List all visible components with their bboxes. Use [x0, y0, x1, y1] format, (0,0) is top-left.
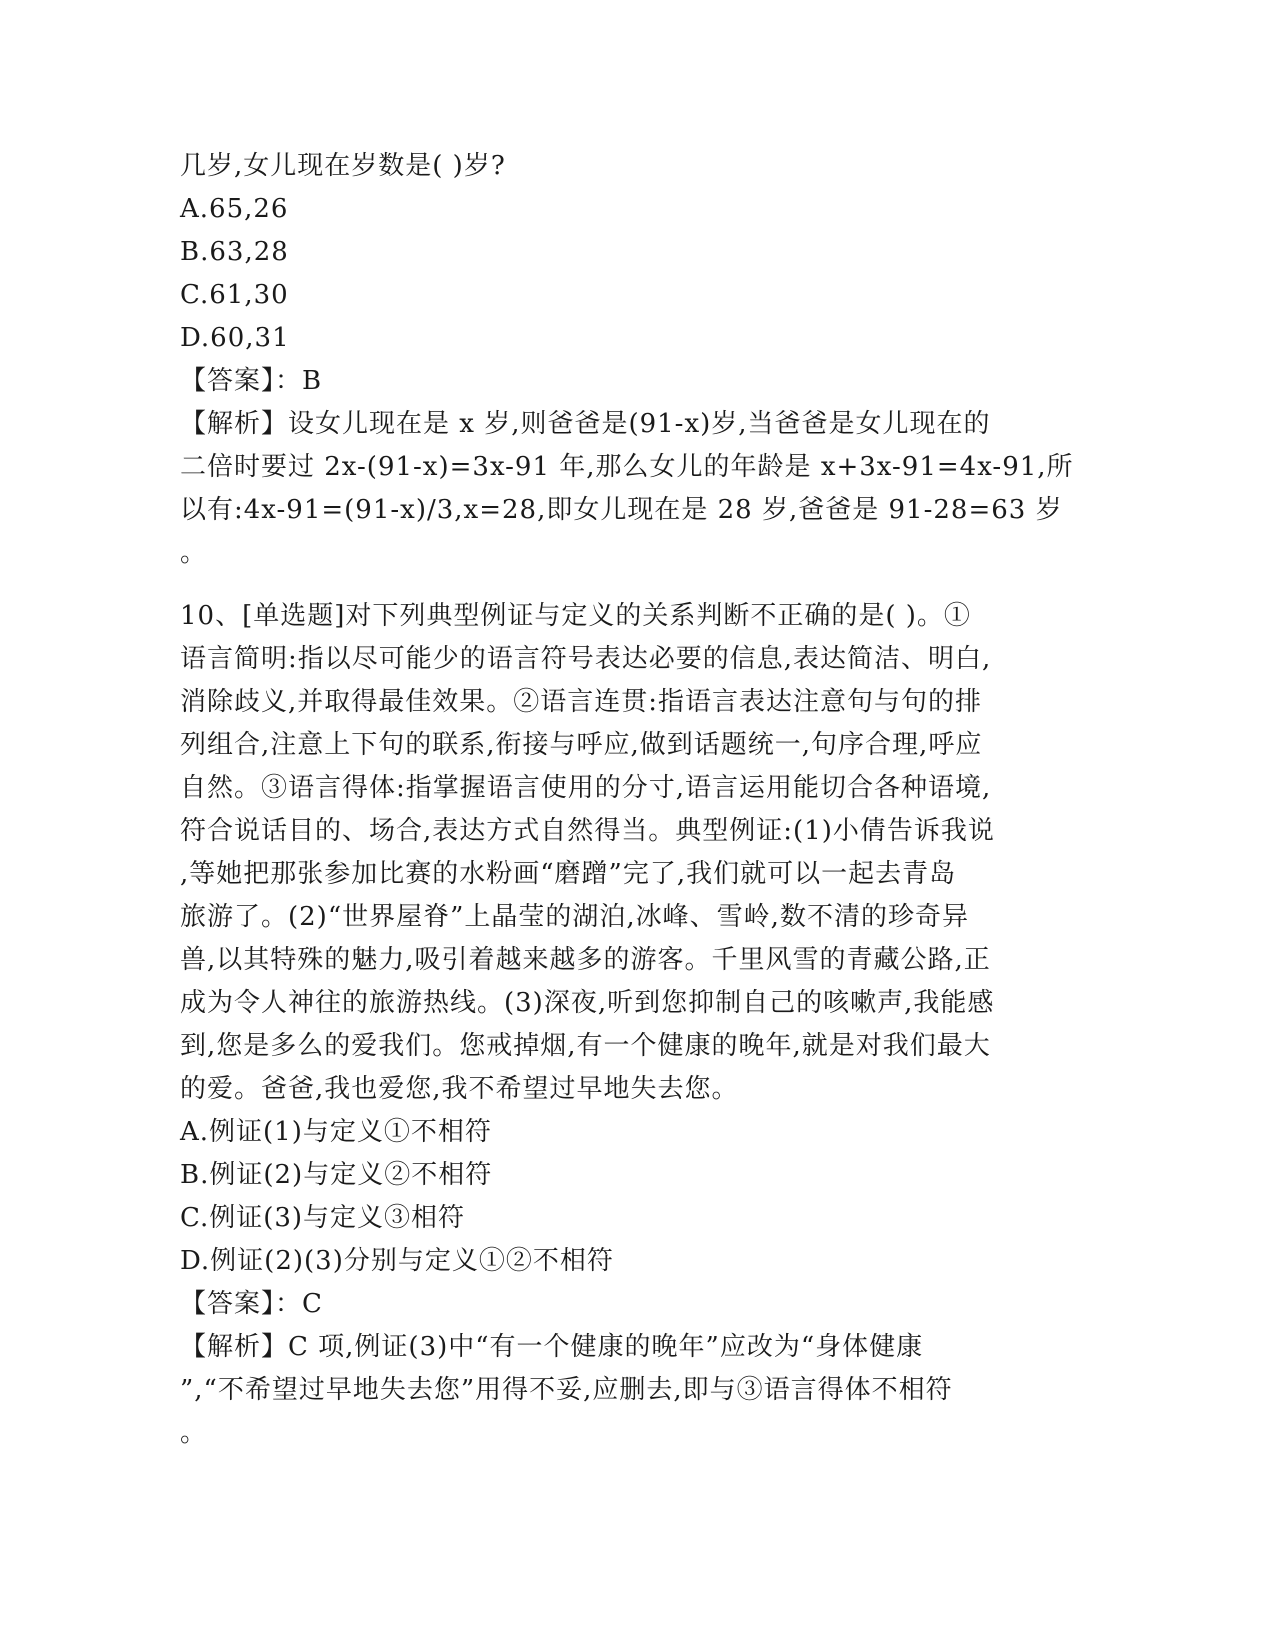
question-10-stem-line: 消除歧义,并取得最佳效果。②语言连贯:指语言表达注意句与句的排: [180, 687, 983, 717]
question-10-stem-line: 旅游了。(2)“世界屋脊”上晶莹的湖泊,冰峰、雪岭,数不清的珍奇异: [180, 902, 969, 932]
question-10-stem-line: 语言简明:指以尽可能少的语言符号表达必要的信息,表达简洁、明白,: [180, 644, 992, 674]
question-9-analysis-line: 【解析】设女儿现在是 x 岁,则爸爸是(91-x)岁,当爸爸是女儿现在的: [180, 409, 991, 439]
question-10-stem-line: 列组合,注意上下句的联系,衔接与呼应,做到话题统一,句序合理,呼应: [180, 730, 983, 760]
question-10-stem-line: 自然。③语言得体:指掌握语言使用的分寸,语言运用能切合各种语境,: [180, 773, 992, 803]
question-10-option-c: C.例证(3)与定义③相符: [180, 1203, 466, 1233]
question-9-analysis-line: 二倍时要过 2x-(91-x)=3x-91 年,那么女儿的年龄是 x+3x-91=4x-91,所: [180, 452, 1074, 482]
question-9-analysis-line: 。: [180, 538, 208, 568]
section-gap: [180, 575, 1085, 595]
question-10-stem-line: 兽,以其特殊的魅力,吸引着越来越多的游客。千里风雪的青藏公路,正: [180, 945, 991, 975]
question-10-analysis-line: 。: [180, 1418, 208, 1448]
question-10-stem-line: 成为令人神往的旅游热线。(3)深夜,听到您抑制自己的咳嗽声,我能感: [180, 988, 995, 1018]
question-9-option-d: D.60,31: [180, 323, 290, 353]
document-page: [180, 145, 1085, 1455]
question-10-option-d: D.例证(2)(3)分别与定义①②不相符: [180, 1246, 614, 1276]
question-9-answer: 【答案】：B: [180, 366, 323, 396]
question-9-option-a: A.65,26: [180, 194, 289, 224]
question-9-option-b: B.63,28: [180, 237, 289, 267]
question-10-stem-line: 到,您是多么的爱我们。您戒掉烟,有一个健康的晚年,就是对我们最大: [180, 1031, 991, 1061]
question-10-stem-line: 的爱。爸爸,我也爱您,我不希望过早地失去您。: [180, 1074, 739, 1104]
question-9-analysis-line: 以有:4x-91=(91-x)/3,x=28,即女儿现在是 28 岁,爸爸是 91-28=63 岁: [180, 495, 1063, 525]
question-10-analysis-line: 【解析】C 项,例证(3)中“有一个健康的晚年”应改为“身体健康: [180, 1332, 924, 1362]
question-10-analysis-line: ”,“不希望过早地失去您”用得不妥,应删去,即与③语言得体不相符: [180, 1375, 953, 1405]
question-10-answer: 【答案】：C: [180, 1289, 323, 1319]
question-10-stem-line: 10、[单选题]对下列典型例证与定义的关系判断不正确的是( )。①: [180, 601, 971, 631]
question-10-stem-line: 符合说话目的、场合,表达方式自然得当。典型例证:(1)小倩告诉我说: [180, 816, 995, 846]
question-10-stem-line: ,等她把那张参加比赛的水粉画“磨蹭”完了,我们就可以一起去青岛: [180, 859, 957, 889]
question-9-stem-tail: 几岁,女儿现在岁数是( )岁?: [180, 151, 506, 181]
question-9-option-c: C.61,30: [180, 280, 289, 310]
question-10-option-b: B.例证(2)与定义②不相符: [180, 1160, 493, 1190]
question-10-option-a: A.例证(1)与定义①不相符: [180, 1117, 492, 1147]
